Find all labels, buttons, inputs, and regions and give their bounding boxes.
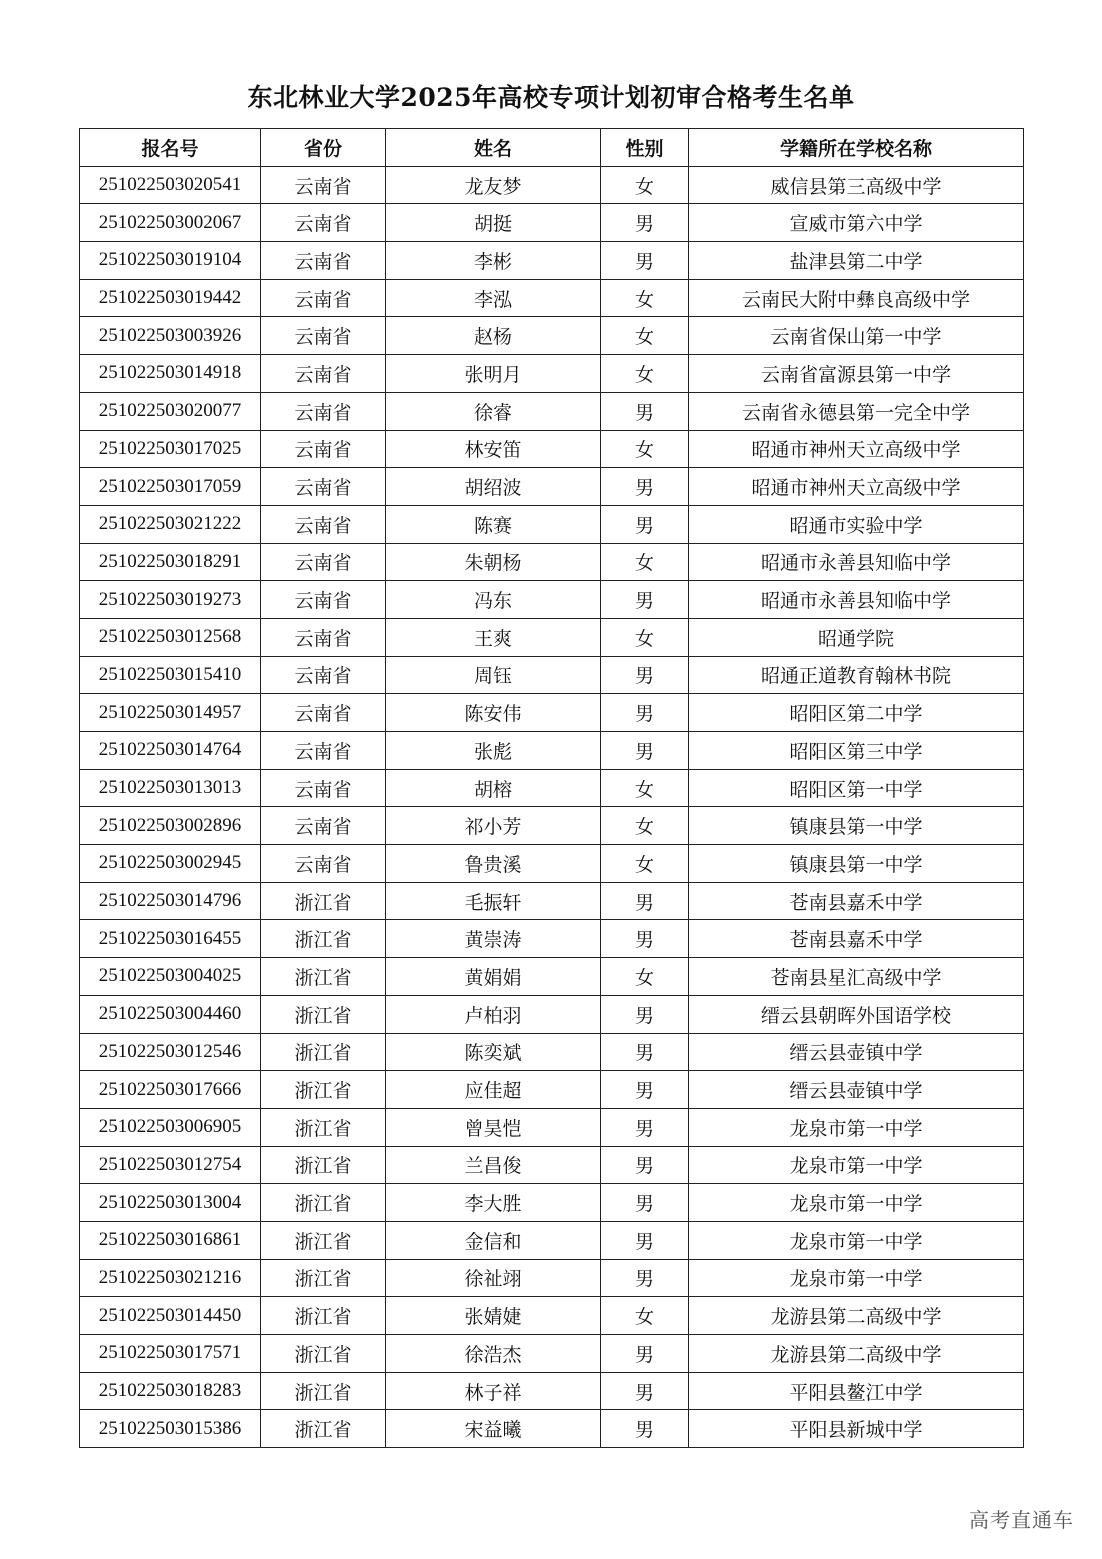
cell-gender: 女	[601, 543, 689, 581]
cell-school: 云南省保山第一中学	[689, 317, 1024, 355]
cell-gender: 女	[601, 1297, 689, 1335]
cell-school: 龙游县第二高级中学	[689, 1335, 1024, 1373]
cell-province: 浙江省	[261, 958, 386, 996]
cell-registration-number: 251022503014796	[80, 882, 261, 920]
cell-gender: 女	[601, 355, 689, 393]
cell-province: 云南省	[261, 618, 386, 656]
table-row	[80, 732, 1024, 770]
header-registration-number: 报名号	[80, 129, 261, 167]
cell-province: 云南省	[261, 279, 386, 317]
cell-province: 云南省	[261, 807, 386, 845]
table-row	[80, 581, 1024, 619]
cell-school: 缙云县壶镇中学	[689, 1071, 1024, 1109]
cell-registration-number: 251022503019273	[80, 581, 261, 619]
cell-gender: 男	[601, 1146, 689, 1184]
cell-name: 赵杨	[386, 317, 601, 355]
table-row	[80, 1297, 1024, 1335]
cell-school: 昭阳区第一中学	[689, 769, 1024, 807]
cell-name: 徐祉翊	[386, 1259, 601, 1297]
cell-province: 云南省	[261, 505, 386, 543]
cell-registration-number: 251022503021216	[80, 1259, 261, 1297]
cell-school: 昭通市神州天立高级中学	[689, 468, 1024, 506]
cell-name: 周钰	[386, 656, 601, 694]
cell-name: 金信和	[386, 1221, 601, 1259]
cell-name: 徐睿	[386, 392, 601, 430]
cell-name: 鲁贵溪	[386, 845, 601, 883]
table-row	[80, 505, 1024, 543]
cell-school: 苍南县嘉禾中学	[689, 920, 1024, 958]
cell-registration-number: 251022503020541	[80, 166, 261, 204]
cell-registration-number: 251022503013004	[80, 1184, 261, 1222]
page-title: 东北林业大学2025年高校专项计划初审合格考生名单	[247, 83, 855, 112]
cell-school: 龙泉市第一中学	[689, 1184, 1024, 1222]
cell-school: 镇康县第一中学	[689, 807, 1024, 845]
cell-school: 龙泉市第一中学	[689, 1108, 1024, 1146]
cell-school: 昭通学院	[689, 618, 1024, 656]
table-row	[80, 317, 1024, 355]
cell-name: 兰昌俊	[386, 1146, 601, 1184]
cell-province: 云南省	[261, 769, 386, 807]
cell-province: 云南省	[261, 392, 386, 430]
cell-name: 陈安伟	[386, 694, 601, 732]
cell-province: 浙江省	[261, 1033, 386, 1071]
cell-gender: 女	[601, 618, 689, 656]
cell-province: 云南省	[261, 430, 386, 468]
cell-province: 云南省	[261, 355, 386, 393]
cell-gender: 男	[601, 1108, 689, 1146]
cell-registration-number: 251022503002067	[80, 204, 261, 242]
cell-registration-number: 251022503012546	[80, 1033, 261, 1071]
cell-gender: 男	[601, 656, 689, 694]
cell-gender: 女	[601, 279, 689, 317]
cell-registration-number: 251022503015410	[80, 656, 261, 694]
cell-school: 苍南县星汇高级中学	[689, 958, 1024, 996]
cell-registration-number: 251022503014450	[80, 1297, 261, 1335]
cell-school: 云南省永德县第一完全中学	[689, 392, 1024, 430]
table-row	[80, 882, 1024, 920]
cell-registration-number: 251022503021222	[80, 505, 261, 543]
cell-gender: 男	[601, 1259, 689, 1297]
cell-name: 卢柏羽	[386, 995, 601, 1033]
cell-registration-number: 251022503003926	[80, 317, 261, 355]
cell-registration-number: 251022503018283	[80, 1372, 261, 1410]
cell-province: 云南省	[261, 845, 386, 883]
cell-gender: 男	[601, 920, 689, 958]
cell-school: 宣威市第六中学	[689, 204, 1024, 242]
table-row	[80, 769, 1024, 807]
cell-gender: 男	[601, 1221, 689, 1259]
cell-school: 昭通正道教育翰林书院	[689, 656, 1024, 694]
cell-province: 云南省	[261, 317, 386, 355]
cell-school: 龙泉市第一中学	[689, 1259, 1024, 1297]
table-row	[80, 958, 1024, 996]
table-row	[80, 807, 1024, 845]
cell-name: 李彬	[386, 242, 601, 280]
cell-registration-number: 251022503017059	[80, 468, 261, 506]
cell-gender: 男	[601, 732, 689, 770]
cell-school: 缙云县壶镇中学	[689, 1033, 1024, 1071]
cell-school: 威信县第三高级中学	[689, 166, 1024, 204]
cell-name: 李泓	[386, 279, 601, 317]
cell-registration-number: 251022503002945	[80, 845, 261, 883]
cell-gender: 男	[601, 1033, 689, 1071]
table-row	[80, 1259, 1024, 1297]
candidate-table	[79, 128, 1024, 1448]
cell-province: 浙江省	[261, 1184, 386, 1222]
cell-name: 徐浩杰	[386, 1335, 601, 1373]
cell-province: 浙江省	[261, 920, 386, 958]
cell-gender: 男	[601, 1335, 689, 1373]
cell-school: 苍南县嘉禾中学	[689, 882, 1024, 920]
cell-province: 云南省	[261, 166, 386, 204]
cell-province: 浙江省	[261, 1071, 386, 1109]
cell-province: 浙江省	[261, 1146, 386, 1184]
cell-name: 林安笛	[386, 430, 601, 468]
cell-gender: 男	[601, 1071, 689, 1109]
cell-school: 昭通市神州天立高级中学	[689, 430, 1024, 468]
cell-registration-number: 251022503002896	[80, 807, 261, 845]
cell-name: 朱朝杨	[386, 543, 601, 581]
cell-province: 浙江省	[261, 1259, 386, 1297]
cell-gender: 男	[601, 468, 689, 506]
cell-name: 陈赛	[386, 505, 601, 543]
cell-school: 龙泉市第一中学	[689, 1146, 1024, 1184]
cell-name: 胡挺	[386, 204, 601, 242]
cell-province: 浙江省	[261, 1335, 386, 1373]
cell-name: 宋益曦	[386, 1410, 601, 1448]
table-row	[80, 1372, 1024, 1410]
cell-school: 云南省富源县第一中学	[689, 355, 1024, 393]
table-row	[80, 995, 1024, 1033]
header-school: 学籍所在学校名称	[689, 129, 1024, 167]
cell-registration-number: 251022503016861	[80, 1221, 261, 1259]
cell-gender: 男	[601, 995, 689, 1033]
cell-school: 云南民大附中彝良高级中学	[689, 279, 1024, 317]
table-row	[80, 543, 1024, 581]
table-row	[80, 204, 1024, 242]
cell-name: 张明月	[386, 355, 601, 393]
table-row	[80, 1335, 1024, 1373]
cell-school: 龙泉市第一中学	[689, 1221, 1024, 1259]
cell-registration-number: 251022503014764	[80, 732, 261, 770]
cell-gender: 女	[601, 317, 689, 355]
cell-registration-number: 251022503015386	[80, 1410, 261, 1448]
cell-province: 云南省	[261, 242, 386, 280]
cell-gender: 男	[601, 1410, 689, 1448]
table-row	[80, 1410, 1024, 1448]
cell-school: 平阳县鳌江中学	[689, 1372, 1024, 1410]
cell-name: 张婧婕	[386, 1297, 601, 1335]
cell-name: 应佳超	[386, 1071, 601, 1109]
cell-name: 龙友梦	[386, 166, 601, 204]
header-name: 姓名	[386, 129, 601, 167]
cell-gender: 女	[601, 769, 689, 807]
cell-registration-number: 251022503020077	[80, 392, 261, 430]
cell-school: 盐津县第二中学	[689, 242, 1024, 280]
cell-registration-number: 251022503004460	[80, 995, 261, 1033]
cell-name: 李大胜	[386, 1184, 601, 1222]
table-row	[80, 845, 1024, 883]
watermark: 高考直通车	[969, 1508, 1074, 1532]
cell-registration-number: 251022503019104	[80, 242, 261, 280]
cell-province: 浙江省	[261, 882, 386, 920]
cell-registration-number: 251022503017025	[80, 430, 261, 468]
cell-name: 陈奕斌	[386, 1033, 601, 1071]
cell-school: 镇康县第一中学	[689, 845, 1024, 883]
header-province: 省份	[261, 129, 386, 167]
cell-school: 昭通市永善县知临中学	[689, 581, 1024, 619]
cell-school: 龙游县第二高级中学	[689, 1297, 1024, 1335]
cell-gender: 男	[601, 204, 689, 242]
cell-gender: 男	[601, 1372, 689, 1410]
cell-province: 浙江省	[261, 1221, 386, 1259]
cell-gender: 男	[601, 505, 689, 543]
cell-gender: 男	[601, 694, 689, 732]
cell-province: 云南省	[261, 204, 386, 242]
cell-registration-number: 251022503012754	[80, 1146, 261, 1184]
cell-province: 云南省	[261, 543, 386, 581]
cell-province: 云南省	[261, 581, 386, 619]
table-header-row	[80, 129, 1024, 167]
table-row	[80, 279, 1024, 317]
table-row	[80, 430, 1024, 468]
cell-province: 浙江省	[261, 1297, 386, 1335]
cell-name: 胡绍波	[386, 468, 601, 506]
table-row	[80, 1071, 1024, 1109]
cell-province: 浙江省	[261, 1372, 386, 1410]
table-row	[80, 1108, 1024, 1146]
cell-name: 林子祥	[386, 1372, 601, 1410]
cell-gender: 男	[601, 242, 689, 280]
table-row	[80, 694, 1024, 732]
table-row	[80, 1146, 1024, 1184]
cell-school: 昭通市实验中学	[689, 505, 1024, 543]
cell-registration-number: 251022503018291	[80, 543, 261, 581]
cell-province: 浙江省	[261, 1410, 386, 1448]
cell-province: 云南省	[261, 656, 386, 694]
cell-province: 浙江省	[261, 1108, 386, 1146]
cell-school: 昭阳区第三中学	[689, 732, 1024, 770]
cell-registration-number: 251022503016455	[80, 920, 261, 958]
cell-name: 黄崇涛	[386, 920, 601, 958]
table-row	[80, 618, 1024, 656]
cell-name: 黄娟娟	[386, 958, 601, 996]
cell-school: 缙云县朝晖外国语学校	[689, 995, 1024, 1033]
cell-name: 祁小芳	[386, 807, 601, 845]
cell-school: 昭通市永善县知临中学	[689, 543, 1024, 581]
cell-registration-number: 251022503004025	[80, 958, 261, 996]
cell-gender: 女	[601, 845, 689, 883]
cell-registration-number: 251022503014918	[80, 355, 261, 393]
cell-registration-number: 251022503006905	[80, 1108, 261, 1146]
cell-name: 冯东	[386, 581, 601, 619]
table-row	[80, 1221, 1024, 1259]
cell-registration-number: 251022503017571	[80, 1335, 261, 1373]
table-row	[80, 242, 1024, 280]
table-row	[80, 468, 1024, 506]
table-row	[80, 1184, 1024, 1222]
table-row	[80, 1033, 1024, 1071]
cell-province: 云南省	[261, 694, 386, 732]
cell-province: 浙江省	[261, 995, 386, 1033]
cell-gender: 女	[601, 166, 689, 204]
cell-registration-number: 251022503012568	[80, 618, 261, 656]
table-row	[80, 166, 1024, 204]
table-body	[80, 166, 1024, 1447]
table-row	[80, 355, 1024, 393]
cell-name: 王爽	[386, 618, 601, 656]
cell-province: 云南省	[261, 468, 386, 506]
cell-school: 昭阳区第二中学	[689, 694, 1024, 732]
cell-registration-number: 251022503019442	[80, 279, 261, 317]
cell-gender: 男	[601, 581, 689, 619]
cell-school: 平阳县新城中学	[689, 1410, 1024, 1448]
cell-name: 张彪	[386, 732, 601, 770]
cell-registration-number: 251022503013013	[80, 769, 261, 807]
cell-name: 毛振轩	[386, 882, 601, 920]
cell-registration-number: 251022503017666	[80, 1071, 261, 1109]
cell-gender: 女	[601, 807, 689, 845]
cell-name: 曾昊恺	[386, 1108, 601, 1146]
cell-gender: 男	[601, 392, 689, 430]
cell-gender: 男	[601, 882, 689, 920]
cell-gender: 女	[601, 958, 689, 996]
cell-province: 云南省	[261, 732, 386, 770]
cell-gender: 女	[601, 430, 689, 468]
table-row	[80, 392, 1024, 430]
table-row	[80, 656, 1024, 694]
table-row	[80, 920, 1024, 958]
cell-name: 胡榕	[386, 769, 601, 807]
cell-registration-number: 251022503014957	[80, 694, 261, 732]
cell-gender: 男	[601, 1184, 689, 1222]
header-gender: 性别	[601, 129, 689, 167]
